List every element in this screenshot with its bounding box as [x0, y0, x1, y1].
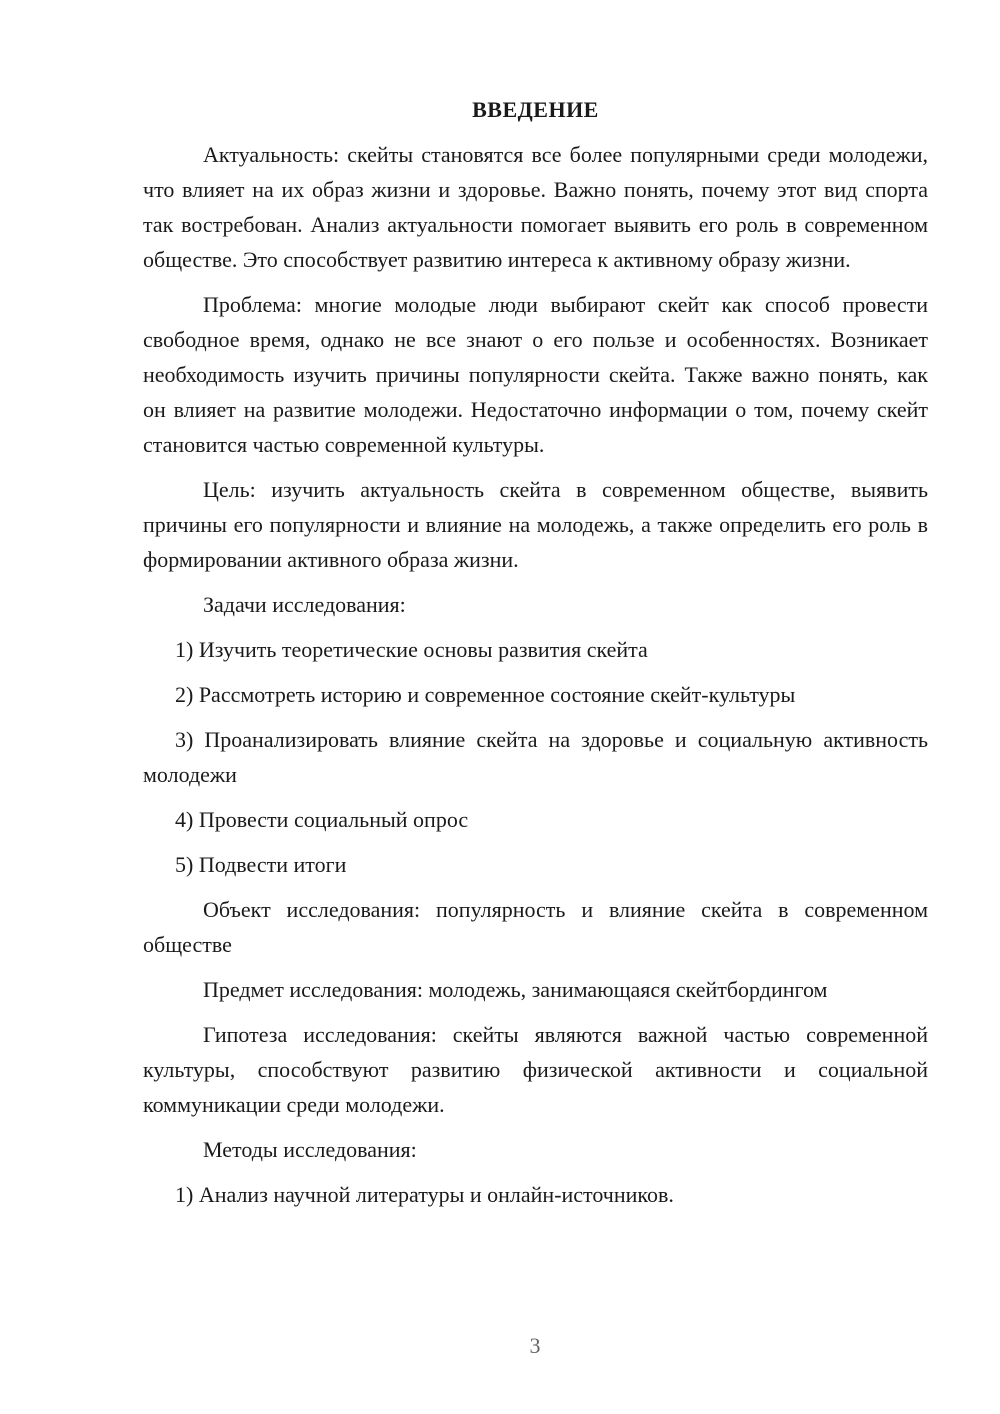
- paragraph-object: Объект исследования: популярность и влияние скейта в современном обществе: [143, 897, 928, 957]
- section-title: ВВЕДЕНИЕ: [472, 97, 599, 122]
- task-item-3: 3) Проанализировать влияние скейта на здоровье и социальную активность молодежи: [143, 727, 928, 787]
- paragraph-relevance: Актуальность: скейты становятся все более популярными среди молодежи, что влияет на их образ жизни и здоровье. Важно понять, почему этот вид спорта так востребован. Анализ актуальности помогает выявить его роль в современном обществе. Это способствует развитию интереса к активному образу жизни.: [143, 142, 928, 272]
- task-item-1: 1) Изучить теоретические основы развития скейта: [175, 637, 648, 662]
- methods-heading: Методы исследования:: [203, 1137, 417, 1162]
- paragraph-goal: Цель: изучить актуальность скейта в современном обществе, выявить причины его популярности и влияние на молодежь, а также определить его роль в формировании активного образа жизни.: [143, 477, 928, 572]
- document-page: [143, 92, 928, 1222]
- paragraph-problem: Проблема: многие молодые люди выбирают скейт как способ провести свободное время, однако не все знают о его пользе и особенностях. Возникает необходимость изучить причины популярности скейта. Также важно понять, как он влияет на развитие молодежи. Недостаточно информации о том, почему скейт становится частью современной культуры.: [143, 292, 928, 457]
- method-item-1: 1) Анализ научной литературы и онлайн-источников.: [175, 1182, 674, 1207]
- task-item-4: 4) Провести социальный опрос: [175, 807, 469, 832]
- page-number: 3: [529, 1333, 541, 1358]
- task-item-5: 5) Подвести итоги: [175, 852, 347, 877]
- task-item-2: 2) Рассмотреть историю и современное состояние скейт-культуры: [175, 682, 796, 707]
- paragraph-subject: Предмет исследования: молодежь, занимающаяся скейтбордингом: [203, 977, 828, 1002]
- paragraph-hypothesis: Гипотеза исследования: скейты являются важной частью современной культуры, способствуют развитию физической активности и социальной коммуникации среди молодежи.: [143, 1022, 928, 1117]
- tasks-heading: Задачи исследования:: [203, 592, 406, 617]
